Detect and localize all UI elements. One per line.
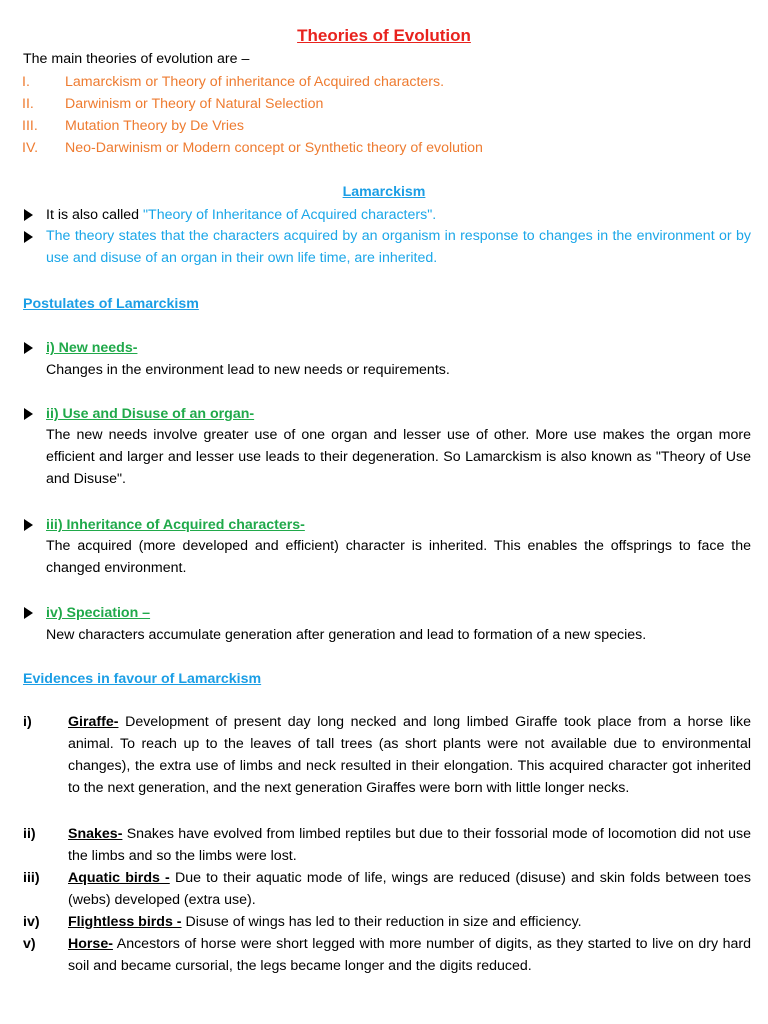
evidence-item [68, 867, 751, 911]
lamarckism-heading: Lamarckism [342, 184, 426, 200]
postulate-title: iv) Speciation – [46, 605, 151, 621]
evidence-number: ii) [23, 826, 36, 842]
theory-text: Mutation Theory by De Vries [65, 118, 244, 134]
evidence-text: Snakes have evolved from limbed reptiles but due to their fossorial mode of locomotion did not use the limbs and so the limbs were lost. [68, 826, 751, 864]
arrow-bullet-icon [24, 408, 33, 420]
postulate-text: New characters accumulate generation after generation and lead to formation of a new species. [46, 627, 647, 643]
postulate-text: The new needs involve greater use of one organ and lesser use of other. More use makes the organ more efficient and larger and lesser use leads to their degeneration. So Lamarckism is also known as "Theory of Use and Disuse". [46, 427, 751, 487]
postulate-text: The acquired (more developed and efficient) character is inherited. This enables the offsprings to face the changed environment. [46, 538, 751, 576]
theory-text: Neo-Darwinism or Modern concept or Synthetic theory of evolution [65, 140, 483, 156]
evidence-number: iv) [23, 914, 40, 930]
intro-text: The main theories of evolution are – [23, 51, 250, 67]
theory-text: Lamarckism or Theory of inheritance of Acquired characters. [65, 74, 445, 90]
postulate-title: iii) Inheritance of Acquired characters- [46, 517, 305, 533]
evidence-number: iii) [23, 870, 40, 886]
arrow-bullet-icon [24, 231, 33, 243]
evidence-item [68, 911, 751, 933]
lamarckism-bullet-1 [46, 206, 436, 224]
arrow-bullet-icon [24, 342, 33, 354]
evidence-text: Due to their aquatic mode of life, wings are reduced (disuse) and skin folds between toes (webs) developed (extra use). [68, 870, 751, 908]
evidence-number: v) [23, 936, 36, 952]
lamarckism-bullet-2: The theory states that the characters acquired by an organism in response to changes in the environment or by use and disuse of an organ in their own life time, are inherited. [46, 228, 751, 266]
evidence-text: Disuse of wings has led to their reduction in size and efficiency. [181, 914, 582, 930]
theory-number: III. [22, 118, 38, 134]
postulate-title: i) New needs- [46, 340, 138, 356]
evidence-term: Giraffe- [68, 714, 119, 730]
page-title: Theories of Evolution [297, 26, 471, 45]
arrow-bullet-icon [24, 519, 33, 531]
evidence-term: Flightless birds - [68, 914, 182, 930]
evidence-item [68, 933, 751, 977]
evidences-heading: Evidences in favour of Lamarckism [23, 671, 262, 687]
arrow-bullet-icon [24, 607, 33, 619]
theory-number: I. [22, 74, 30, 90]
arrow-bullet-icon [24, 209, 33, 221]
evidence-text: Development of present day long necked and long limbed Giraffe took place from a horse like animal. To reach up to the leaves of tall trees (as short plants were not available due to environmental changes), the extra use of limbs and neck resulted in their elongation. This acquired character got inherited to the next generation, and the next generation Giraffes were born with little longer necks. [68, 714, 751, 796]
bullet-quote: "Theory of Inheritance of Acquired characters". [143, 207, 437, 223]
theory-number: IV. [22, 140, 39, 156]
bullet-prefix: It is also called [46, 207, 143, 223]
evidence-text: Ancestors of horse were short legged with more number of digits, as they started to live on dry hard soil and became cursorial, the legs became longer and the digits reduced. [68, 936, 751, 974]
postulate-title: ii) Use and Disuse of an organ- [46, 406, 255, 422]
postulate-text: Changes in the environment lead to new needs or requirements. [46, 362, 450, 378]
evidence-item [68, 711, 751, 799]
theory-number: II. [22, 96, 34, 112]
evidence-term: Horse- [68, 936, 113, 952]
evidence-term: Snakes- [68, 826, 123, 842]
evidence-term: Aquatic birds - [68, 870, 170, 886]
postulates-heading: Postulates of Lamarckism [23, 296, 199, 312]
evidence-number: i) [23, 714, 32, 730]
evidence-item [68, 823, 751, 867]
theory-text: Darwinism or Theory of Natural Selection [65, 96, 324, 112]
